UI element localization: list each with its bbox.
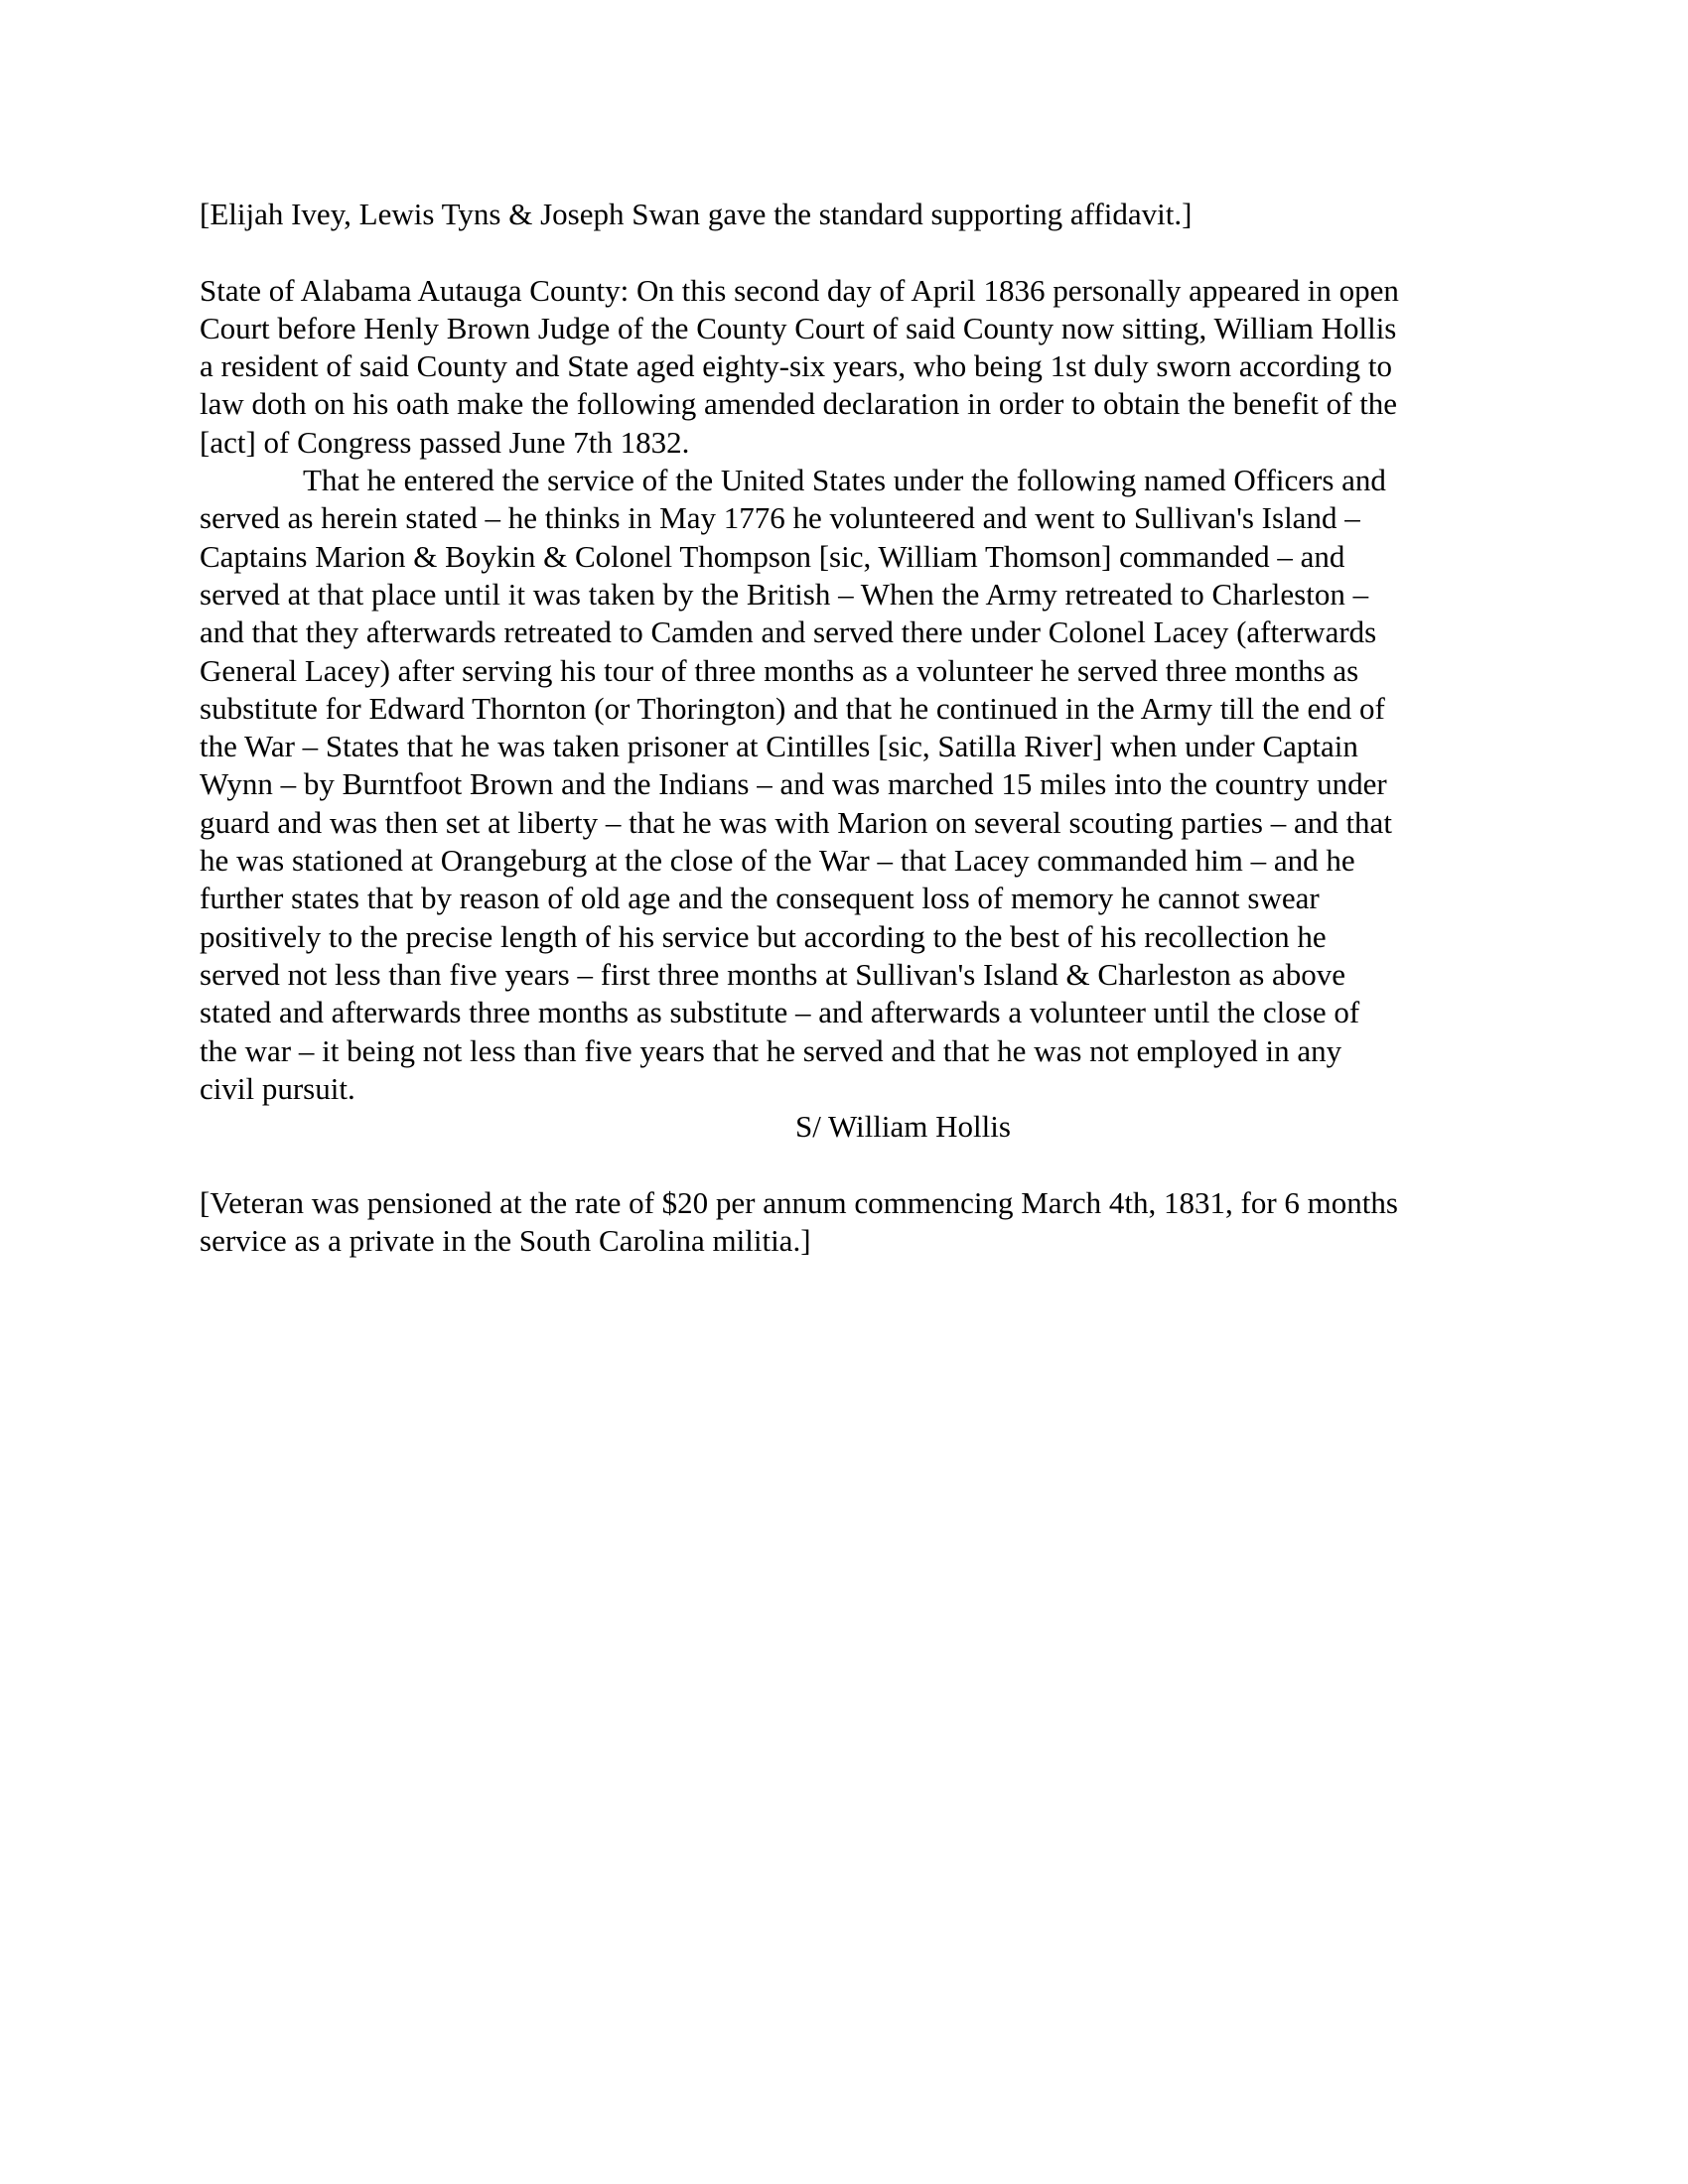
- text-line: law doth on his oath make the following amended declaration in order to obtain the benefit of the: [200, 386, 1398, 422]
- declaration-intro: [200, 272, 1490, 462]
- text-line: [act] of Congress passed June 7th 1832.: [200, 424, 690, 460]
- text-line: the War – States that he was taken prisoner at Cintilles [sic, Satilla River] when under Captain: [200, 729, 1358, 764]
- text-line: served not less than five years – first three months at Sullivan's Island & Charleston as above: [200, 956, 1346, 992]
- text-line: served at that place until it was taken by the British – When the Army retreated to Charleston –: [200, 576, 1369, 612]
- text-line: stated and afterwards three months as substitute – and afterwards a volunteer until the close of: [200, 995, 1360, 1030]
- paragraph-spacer: [200, 1146, 1490, 1183]
- paragraph-spacer: [200, 233, 1490, 271]
- text-line: General Lacey) after serving his tour of three months as a volunteer he served three months as: [200, 652, 1359, 688]
- text-line: That he entered the service of the United States under the following named Officers and: [303, 463, 1386, 498]
- text-line: [Veteran was pensioned at the rate of $20 per annum commencing March 4th, 1831, for 6 months: [200, 1184, 1398, 1220]
- text-line: Wynn – by Burntfoot Brown and the Indians – and was marched 15 miles into the country under: [200, 766, 1387, 802]
- text-line: further states that by reason of old age and the consequent loss of memory he cannot swear: [200, 881, 1320, 916]
- declaration-body: [200, 462, 1490, 1108]
- text-line: State of Alabama Autauga County: On this second day of April 1836 personally appeared in open: [200, 272, 1399, 308]
- text-line: service as a private in the South Carolina militia.]: [200, 1223, 811, 1259]
- text-line: he was stationed at Orangeburg at the close of the War – that Lacey commanded him – and he: [200, 843, 1355, 879]
- text-line: civil pursuit.: [200, 1070, 355, 1106]
- text-line: a resident of said County and State aged eighty-six years, who being 1st duly sworn according to: [200, 348, 1392, 384]
- text-line: substitute for Edward Thornton (or Thorington) and that he continued in the Army till the end of: [200, 690, 1385, 726]
- document-page: [200, 196, 1490, 1260]
- affidavit-note: [Elijah Ivey, Lewis Tyns & Joseph Swan gave the standard supporting affidavit.]: [200, 197, 1193, 231]
- pension-note: [200, 1184, 1490, 1261]
- text-line: the war – it being not less than five years that he served and that he was not employed in any: [200, 1032, 1342, 1068]
- text-line: Captains Marion & Boykin & Colonel Thompson [sic, William Thomson] commanded – and: [200, 538, 1345, 574]
- text-line: and that they afterwards retreated to Camden and served there under Colonel Lacey (afterwards: [200, 614, 1377, 650]
- text-line: served as herein stated – he thinks in May 1776 he volunteered and went to Sullivan's Island –: [200, 500, 1360, 536]
- text-line: positively to the precise length of his service but according to the best of his recollection he: [200, 918, 1327, 954]
- signature: S/ William Hollis: [795, 1109, 1011, 1145]
- text-line: guard and was then set at liberty – that he was with Marion on several scouting parties – and that: [200, 804, 1392, 840]
- text-line: Court before Henly Brown Judge of the County Court of said County now sitting, William Hollis: [200, 310, 1397, 345]
